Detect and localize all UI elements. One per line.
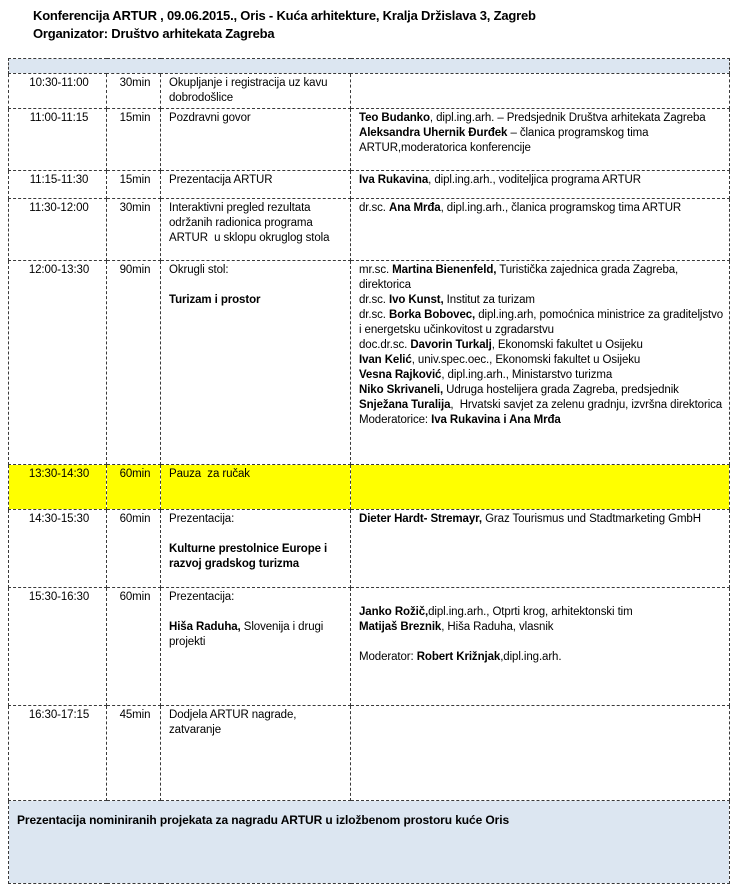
details-line: mr.sc. Martina Bienenfeld, Turistička zajednica grada Zagreba, direktorica	[359, 264, 682, 291]
details-cell	[351, 510, 730, 588]
details-line: Ivan Kelić, univ.spec.oec., Ekonomski fakultet u Osijeku	[359, 354, 641, 366]
schedule-table	[8, 58, 730, 884]
table-row	[9, 74, 730, 109]
table-row	[9, 199, 730, 261]
details-cell	[351, 74, 730, 109]
duration-cell: 15min	[107, 171, 161, 199]
activity-line: Interaktivni pregled rezultata održanih radionica programa ARTUR u sklopu okruglog stola	[169, 202, 330, 244]
activity-line: Dodjela ARTUR nagrade, zatvaranje	[169, 709, 300, 736]
details-cell	[351, 588, 730, 706]
footer-band	[9, 801, 730, 884]
table-row	[9, 588, 730, 706]
details-line	[359, 635, 724, 650]
details-line: Matijaš Breznik, Hiša Raduha, vlasnik	[359, 621, 554, 633]
details-line	[359, 590, 724, 605]
table-row	[9, 109, 730, 171]
activity-line	[169, 527, 345, 542]
conference-title: Konferencija ARTUR , 09.06.2015., Oris - Kuća arhitekture, Kralja Držislava 3, Zagreb	[33, 8, 536, 23]
activity-cell	[161, 74, 351, 109]
activity-line: Turizam i prostor	[169, 294, 261, 306]
document-header	[0, 0, 737, 43]
table-row	[9, 706, 730, 801]
details-line: Moderatorice: Iva Rukavina i Ana Mrđa	[359, 414, 561, 426]
details-line: Janko Rožič,dipl.ing.arh., Otprti krog, arhitektonski tim	[359, 606, 633, 618]
details-line: dr.sc. Ana Mrđa, dipl.ing.arh., članica programskog tima ARTUR	[359, 202, 682, 214]
details-line: Vesna Rajković, dipl.ing.arh., Ministarstvo turizma	[359, 369, 613, 381]
duration-cell: 45min	[107, 706, 161, 801]
details-line: Moderator: Robert Križnjak,dipl.ing.arh.	[359, 651, 562, 663]
table-row	[9, 261, 730, 465]
activity-line: Pauza za ručak	[169, 468, 250, 480]
duration-cell: 30min	[107, 74, 161, 109]
footer-band-text: Prezentacija nominiranih projekata za nagradu ARTUR u izložbenom prostoru kuće Oris	[9, 801, 730, 884]
activity-line: Okupljanje i registracija uz kavu dobrodošlice	[169, 77, 331, 104]
activity-line: Okrugli stol:	[169, 264, 229, 276]
time-cell: 16:30-17:15	[9, 706, 107, 801]
activity-cell	[161, 171, 351, 199]
details-line: Aleksandra Uhernik Đurđek – članica programskog tima ARTUR,moderatorica konferencije	[359, 127, 651, 154]
duration-cell: 60min	[107, 588, 161, 706]
details-line: Teo Budanko, dipl.ing.arh. – Predsjednik Društva arhitekata Zagreba	[359, 112, 706, 124]
details-line: Iva Rukavina, dipl.ing.arh., voditeljica programa ARTUR	[359, 174, 641, 186]
table-row	[9, 510, 730, 588]
activity-cell	[161, 109, 351, 171]
details-cell	[351, 109, 730, 171]
table-row	[9, 465, 730, 510]
table-row	[9, 171, 730, 199]
time-cell: 10:30-11:00	[9, 74, 107, 109]
details-line: Dieter Hardt- Stremayr, Graz Tourismus und Stadtmarketing GmbH	[359, 513, 701, 525]
activity-cell	[161, 199, 351, 261]
details-cell	[351, 171, 730, 199]
activity-cell	[161, 261, 351, 465]
time-cell: 11:30-12:00	[9, 199, 107, 261]
activity-line: Hiša Raduha, Slovenija i drugi projekti	[169, 621, 327, 648]
activity-line: Prezentacija:	[169, 591, 235, 603]
activity-cell	[161, 588, 351, 706]
activity-line: Pozdravni govor	[169, 112, 251, 124]
time-cell: 11:15-11:30	[9, 171, 107, 199]
table-top-band	[9, 59, 730, 74]
activity-line: Prezentacija ARTUR	[169, 174, 273, 186]
details-cell	[351, 261, 730, 465]
details-line: Niko Skrivaneli, Udruga hostelijera grada Zagreba, predsjednik	[359, 384, 679, 396]
details-line: dr.sc. Borka Bobovec, dipl.ing.arh, pomoćnica ministrice za graditeljstvo i energetsku učinkovitost u zgradarstvu	[359, 309, 727, 336]
time-cell: 11:00-11:15	[9, 109, 107, 171]
activity-line: Kulturne prestolnice Europe i razvoj gradskog turizma	[169, 543, 331, 570]
time-cell: 13:30-14:30	[9, 465, 107, 510]
activity-cell	[161, 465, 351, 510]
duration-cell: 60min	[107, 510, 161, 588]
organizer-line: Organizator: Društvo arhitekata Zagreba	[33, 26, 275, 41]
duration-cell: 90min	[107, 261, 161, 465]
activity-cell	[161, 706, 351, 801]
duration-cell: 30min	[107, 199, 161, 261]
activity-line: Prezentacija:	[169, 513, 235, 525]
details-cell	[351, 465, 730, 510]
duration-cell: 15min	[107, 109, 161, 171]
details-cell	[351, 199, 730, 261]
time-cell: 12:00-13:30	[9, 261, 107, 465]
duration-cell: 60min	[107, 465, 161, 510]
details-line: Snježana Turalija, Hrvatski savjet za zelenu gradnju, izvršna direktorica	[359, 399, 723, 411]
table-top-band-cell	[9, 59, 730, 74]
activity-cell	[161, 510, 351, 588]
details-cell	[351, 706, 730, 801]
time-cell: 15:30-16:30	[9, 588, 107, 706]
details-line: doc.dr.sc. Davorin Turkalj, Ekonomski fakultet u Osijeku	[359, 339, 643, 351]
time-cell: 14:30-15:30	[9, 510, 107, 588]
details-line: dr.sc. Ivo Kunst, Institut za turizam	[359, 294, 535, 306]
activity-line	[169, 605, 345, 620]
activity-line	[169, 278, 345, 293]
